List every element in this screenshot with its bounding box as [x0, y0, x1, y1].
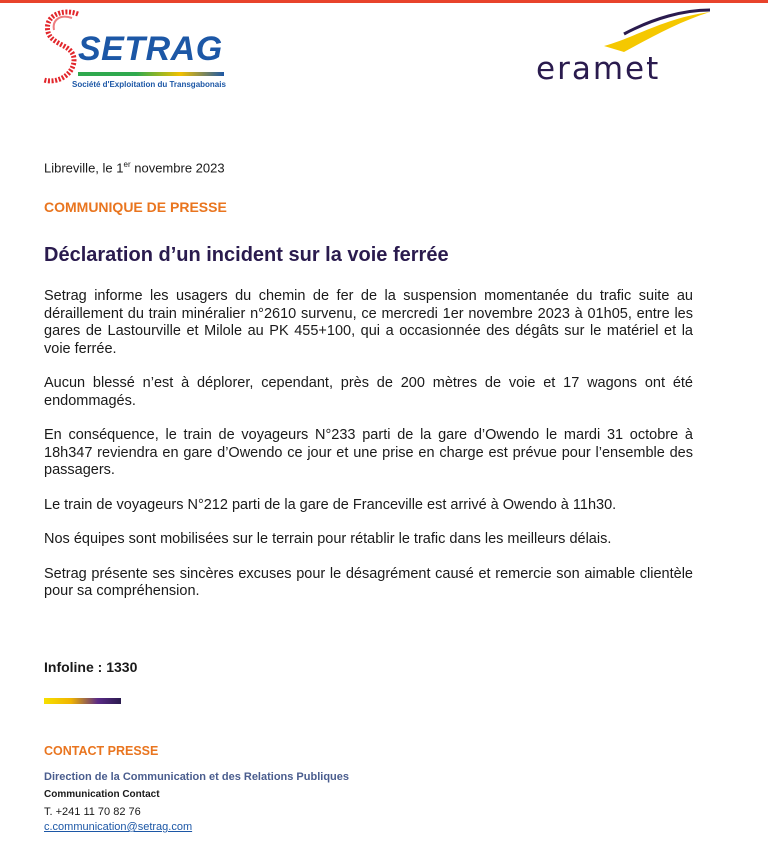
setrag-color-bar [78, 72, 224, 76]
paragraph-suspension: Setrag informe les usagers du chemin de fer de la suspension momentanée du trafic suite au déraillement du train minéralier n°2610 survenu, ce mercredi 1er novembre 2023 à 01h05, entre les gares de Lastourville et Milole au PK 455+100, qui a occasionnée des dégâts sur le matériel et la voie ferrée. [44, 288, 693, 357]
paragraph-train-233: En conséquence, le train de voyageurs N°233 parti de la gare d’Owendo le mardi 31 octobre à 18h347 reviendra en gare d’Owendo ce jour et une prise en charge est prévue pour l’ensemble des passagers. [44, 427, 693, 478]
paragraph-apology: Setrag présente ses sincères excuses pour le désagrément causé et remercie son aimable clientèle pour sa compréhension. [44, 565, 693, 599]
infoline: Infoline : 1330 [44, 659, 138, 675]
paragraph-damage: Aucun blessé n’est à déplorer, cependant, près de 200 mètres de voie et 17 wagons ont été endommagés. [44, 375, 693, 409]
press-release-label: COMMUNIQUE DE PRESSE [44, 199, 227, 215]
contact-label: CONTACT PRESSE [44, 744, 159, 758]
setrag-logo [40, 8, 240, 94]
body-paragraphs [44, 288, 693, 618]
eramet-logo [534, 8, 714, 88]
contact-phone: T. +241 11 70 82 76 [44, 806, 141, 818]
contact-department: Direction de la Communication et des Relations Publiques [44, 771, 349, 783]
contact-email-link[interactable]: c.communication@setrag.com [44, 821, 193, 833]
decorative-gradient-bar [44, 698, 121, 704]
eramet-swoosh-icon [594, 8, 714, 56]
setrag-subtitle: Société d'Exploitation du Transgabonais [72, 80, 226, 89]
paragraph-train-212: Le train de voyageurs N°212 parti de la gare de Franceville est arrivé à Owendo à 11h30. [44, 496, 617, 513]
date-line: Libreville, le 1er novembre 2023 [44, 160, 225, 176]
paragraph-teams: Nos équipes sont mobilisées sur le terrain pour rétablir le trafic dans les meilleurs délais. [44, 531, 612, 547]
top-border-line [0, 0, 768, 3]
contact-name: Communication Contact [44, 789, 160, 800]
page-title: Déclaration d’un incident sur la voie ferrée [44, 244, 449, 266]
eramet-wordmark: eramet [536, 51, 661, 87]
setrag-wordmark: SETRAG [78, 30, 223, 68]
